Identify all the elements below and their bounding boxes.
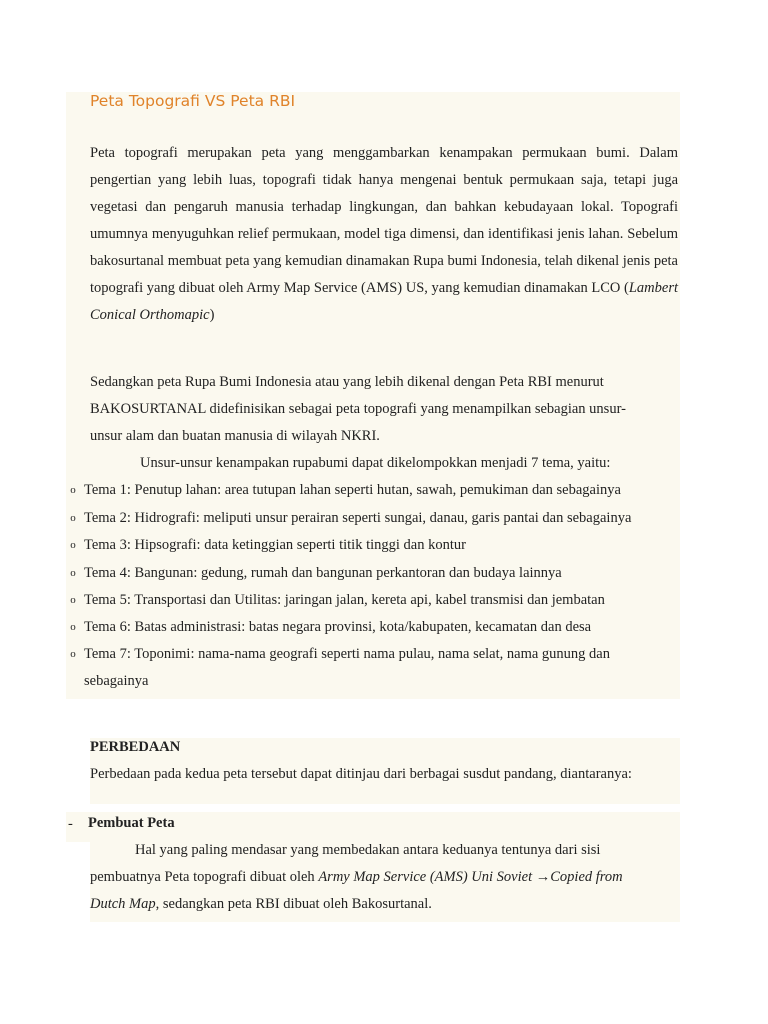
list-item-text: Tema 1: Penutup lahan: area tutupan lahan seperti hutan, sawah, pemukiman dan sebagainya	[84, 482, 621, 498]
list-item	[62, 477, 682, 504]
bullet-icon: o	[70, 594, 76, 606]
list-item-text: Tema 6: Batas administrasi: batas negara provinsi, kota/kabupaten, kecamatan dan desa	[84, 619, 592, 635]
perbedaan-intro: Perbedaan pada kedua peta tersebut dapat ditinjau dari berbagai susdut pandang, diantaranya:	[90, 766, 632, 782]
pembuat-subheading	[88, 810, 175, 837]
dash-bullet: -	[68, 816, 73, 832]
pembuat-subheading-text: Pembuat Peta	[88, 815, 175, 831]
list-item-text: Tema 3: Hipsografi: data ketinggian seperti titik tinggi dan kontur	[84, 537, 466, 553]
intro-text-part2: )	[209, 307, 215, 323]
pembuat-text-part1: Hal yang paling mendasar yang membedakan antara keduanya tentunya dari sisi pembuatnya Peta topografi dibuat oleh	[90, 842, 601, 885]
perbedaan-heading-text: PERBEDAAN	[90, 739, 181, 755]
pembuat-text-part2: , sedangkan peta RBI dibuat oleh Bakosurtanal.	[155, 896, 432, 912]
intro-text-part1: Peta topografi merupakan peta yang menggambarkan kenampakan permukaan bumi. Dalam pengertian yang lebih luas, topografi tidak hanya mengenai bentuk permukaan saja, tetapi juga vegetasi dan pengaruh manusia terhadap lingkungan, dan bahkan kebudayaan lokal. Topografi umumnya menyuguhkan relief permukaan, model tiga dimensi, dan identifikasi jenis lahan. Sebelum bakosurtanal membuat peta yang kemudian dinamakan Rupa bumi Indonesia, telah dikenal jenis peta topografi yang dibuat oleh Army Map Service (AMS) US, yang kemudian dinamakan LCO (	[90, 145, 678, 296]
bullet-icon: o	[70, 648, 76, 660]
rbi-paragraph: Sedangkan peta Rupa Bumi Indonesia atau yang lebih dikenal dengan Peta RBI menurut BAKOSURTANAL didefinisikan sebagai peta topografi yang menampilkan sebagian unsur-unsur alam dan buatan manusia di wilayah NKRI.	[90, 374, 626, 444]
list-item	[62, 641, 682, 695]
pembuat-paragraph	[90, 837, 660, 918]
bullet-icon: o	[70, 539, 76, 551]
pembuat-text-italic1: Army Map Service (AMS) Uni Soviet	[318, 869, 533, 885]
list-item	[62, 505, 682, 532]
themes-intro: Unsur-unsur kenampakan rupabumi dapat dikelompokkan menjadi 7 tema, yaitu:	[140, 455, 611, 471]
list-item-text: Tema 4: Bangunan: gedung, rumah dan bangunan perkantoran dan budaya lainnya	[84, 565, 562, 581]
bullet-icon: o	[70, 484, 76, 496]
list-item	[62, 532, 682, 559]
intro-text-italic: Lambert Conical Orthomapic	[90, 280, 678, 323]
bullet-icon: o	[70, 621, 76, 633]
arrow-icon: →	[535, 869, 551, 885]
list-item-text: Tema 5: Transportasi dan Utilitas: jaringan jalan, kereta api, kabel transmisi dan jembatan	[84, 592, 605, 608]
list-item	[62, 560, 682, 587]
list-item-text: Tema 7: Toponimi: nama-nama geografi seperti nama pulau, nama selat, nama gunung dan sebagainya	[84, 646, 610, 689]
perbedaan-heading	[90, 734, 180, 761]
bullet-icon: o	[70, 567, 76, 579]
bullet-icon: o	[70, 512, 76, 524]
list-item-text: Tema 2: Hidrografi: meliputi unsur perairan seperti sungai, danau, garis pantai dan sebagainya	[84, 510, 632, 526]
list-item	[62, 587, 682, 614]
list-item	[62, 614, 682, 641]
pembuat-text-italic2: Copied from Dutch Map	[90, 869, 623, 912]
intro-paragraph	[90, 140, 678, 329]
page-title: Peta Topografi VS Peta RBI	[90, 92, 296, 110]
